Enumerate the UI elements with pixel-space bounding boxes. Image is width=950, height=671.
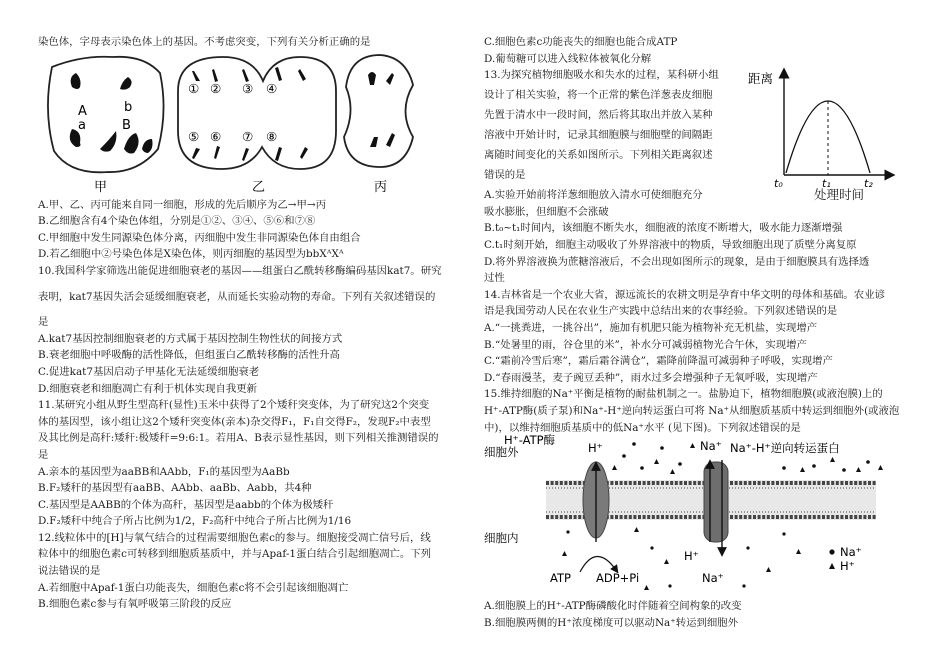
q12-option-c: C.细胞色素c功能丧失的细胞也能合成ATP [484, 36, 678, 48]
gene-b: b [124, 99, 133, 115]
legend-na-dot [829, 549, 834, 554]
cell-label-bing: 丙 [374, 179, 388, 195]
gene-B: B [122, 117, 131, 133]
adp-label: ADP+Pi [596, 571, 640, 586]
q11-stem-line: 11.某研究小组从野生型高秆(显性)玉米中获得了2个矮秆突变体，为了研究这2个突变 [38, 399, 430, 412]
q10-stem-line: 是 [38, 316, 49, 329]
membrane-transport-diagram [484, 433, 916, 598]
q9-option-c: C.甲细胞中发生同源染色体分离，丙细胞中发生非同源染色体自由组合 [38, 231, 361, 244]
q13-stem-line: 先置于清水中一段时间，然后将其取出并放入某种 [484, 109, 713, 122]
h-top-label: H⁺ [588, 441, 603, 456]
chromosome-6: ⑥ [210, 128, 222, 144]
bing-chromosomes [368, 72, 395, 147]
q11-stem-line: 是 [38, 448, 49, 461]
cell-yi-outline [178, 57, 336, 169]
na-top-label: Na⁺ [700, 439, 722, 454]
x-axis-label: 处理时间 [814, 187, 865, 203]
q9-option-b: B.乙细胞含有4个染色体组，分别是①②、③④、⑤⑥和⑦⑧ [38, 215, 316, 228]
na-bottom-label: Na⁺ [702, 571, 724, 586]
legend-h-triangle [829, 563, 835, 569]
atp-hydrolysis-arrow [580, 557, 616, 573]
q15-option-a: A.细胞膜上的H⁺-ATP酶磷酸化时伴随着空间构象的改变 [484, 600, 742, 613]
q11-option-d: D.F₂矮秆中纯合子所占比例为1/2，F₂高秆中纯合子所占比例为1/16 [38, 515, 352, 528]
cell-jia-outline [48, 56, 164, 172]
chromosome-1: ① [188, 80, 200, 96]
cell-label-jia: 甲 [94, 179, 108, 195]
q13-stem-line: 设计了相关实验，将一个正常的紫色洋葱表皮细胞 [484, 89, 713, 102]
q11-option-a: A.亲本的基因型为aaBB和AAbb，F₁的基因型为AaBb [38, 465, 290, 478]
q15-stem-line: 中)，以维持细胞质基质中的低Na⁺水平 (见下图)。下列叙述错误的是 [484, 421, 801, 434]
q10-option-b: B.衰老细胞中呼吸酶的活性降低，但组蛋白乙酰转移酶的活性升高 [38, 349, 340, 362]
q13-option-d: D.将外界溶液换为蔗糖溶液后，不会出现如图所示的现象，是由于细胞膜具有选择透 [484, 255, 870, 268]
tick-t0: t₀ [774, 177, 783, 191]
cell-bing-outline [344, 55, 413, 167]
q11-option-c: C.基因型是AABB的个体为高秆，基因型是aabb的个体为极矮秆 [38, 498, 334, 511]
q10-option-a: A.kat7基因控制细胞衰老的方式属于基因控制生物性状的间接方式 [38, 332, 343, 345]
q13-option-a: A.实验开始前将洋葱细胞放入清水可使细胞充分 [484, 189, 703, 202]
h-bottom-label: H⁺ [684, 549, 699, 564]
pump-label: H⁺-ATP酶 [504, 433, 556, 448]
q14-option-b: B.“处暑里的雨，谷仓里的米”，补水分可减弱植物光合午休，实现增产 [484, 338, 807, 351]
chromosome-5: ⑤ [188, 128, 200, 144]
tick-t1: t₁ [822, 177, 831, 191]
q12-option-a: A.若细胞中Apaf-1蛋白功能丧失，细胞色素c将不会引起该细胞凋亡 [38, 581, 349, 594]
inside-label: 细胞内 [484, 531, 519, 546]
outside-label: 细胞外 [484, 445, 519, 460]
gene-a: a [78, 117, 86, 133]
q14-stem-line: 14.吉林省是一个农业大省，源远流长的农耕文明是孕育中华文明的母体和基础。农业谚 [484, 288, 885, 301]
q13-stem-line: 离随时间变化的关系如图所示。下列相关距离叙述 [484, 149, 713, 162]
legend-na: Na⁺ [840, 545, 862, 560]
q13-option-b: B.t₀~t₁时间内，该细胞不断失水，细胞液的浓度不断增大，吸水能力逐渐增强 [484, 222, 843, 235]
q15-stem-line: 15.维持细胞的Na⁺平衡是植物的耐盐机制之一。盐胁迫下，植物细胞膜(或液泡膜)上的 [484, 388, 883, 401]
q13-stem-line: 错误的是 [484, 169, 526, 182]
q12-stem-line: 粒体中的细胞色素c可转移到细胞质基质中，并与Apaf-1蛋白结合引起细胞凋亡。下列 [38, 548, 432, 561]
q13-option-c: C.t₁时刻开始，细胞主动吸收了外界溶液中的物质，导致细胞出现了质壁分离复原 [484, 238, 857, 251]
gene-A: A [78, 103, 87, 119]
q14-option-d: D.“春雨漫茎，麦子豌豆丢种”，雨水过多会增强种子无氧呼吸，实现增产 [484, 371, 818, 384]
chromosome-4: ④ [266, 80, 278, 96]
q9-option-d: D.若乙细胞中②号染色体是X染色体，则丙细胞的基因型为bbXᴬXᴬ [38, 248, 344, 261]
q12-option-b: B.细胞色素c参与有氧呼吸第三阶段的反应 [38, 598, 232, 611]
q15-option-b: B.细胞膜两侧的H⁺浓度梯度可以驱动Na⁺转运到细胞外 [484, 616, 739, 629]
chromosome-3: ③ [242, 80, 254, 96]
q11-option-b: B.F₂矮秆的基因型有aaBB、AAbb、aaBb、Aabb，共4种 [38, 482, 312, 495]
q14-option-a: A.“一挑粪进，一挑谷出”，施加有机肥只能为植物补充无机盐，实现增产 [484, 321, 818, 334]
q13-option-d-cont: 过性 [484, 272, 505, 285]
q13-stem-line: 溶液中开始计时，记录其细胞膜与细胞壁的间隔距 [484, 129, 713, 142]
y-axis-label: 距离 [748, 71, 774, 87]
q14-stem-line: 语是我国劳动人民在农业生产实践中总结出来的农事经验。下列叙述错误的是 [484, 305, 838, 318]
q15-stem-line: H⁺-ATP酶(质子泵)和Na⁺-H⁺逆向转运蛋白可将 Na⁺从细胞质基质中转运到细胞外(或液泡 [484, 404, 900, 417]
distance-time-graph [748, 63, 916, 193]
q12-option-d: D.葡萄糖可以进入线粒体被氧化分解 [484, 52, 652, 65]
q9-option-a: A.甲、乙、丙可能来自同一细胞，形成的先后顺序为乙→甲→丙 [38, 198, 326, 211]
q14-option-c: C.“霜前冷雪后寒”，霜后霜谷满仓”，霜降前降温可减弱种子呼吸，实现增产 [484, 355, 833, 368]
q10-option-c: C.促进kat7基因启动子甲基化无法延缓细胞衰老 [38, 365, 260, 378]
q10-stem-line: 表明，kat7基因失活会延缓细胞衰老，从而延长实验动物的寿命。下列有关叙述错误的 [38, 290, 436, 303]
chromosome-8: ⑧ [266, 128, 278, 144]
q9-intro: 染色体，字母表示染色体上的基因。不考虑突变，下列有关分析正确的是 [38, 36, 371, 48]
q12-stem-line: 说法错误的是 [38, 565, 101, 578]
chromosome-2: ② [210, 80, 222, 96]
q10-option-d: D.细胞衰老和细胞凋亡有利于机体实现自我更新 [38, 382, 258, 395]
cell-division-diagram [38, 51, 458, 193]
q13-option-a-cont: 吸水膨胀，但细胞不会涨破 [484, 205, 609, 218]
q11-stem-line: 及其比例是高秆:矮秆:极矮秆=9:6:1。若用A、B表示显性基因，则下列相关推测错误的 [38, 432, 439, 445]
tick-t2: t₂ [864, 177, 873, 191]
q10-stem-line: 10.我国科学家筛选出能促进细胞衰老的基因——组蛋白乙酰转移酶编码基因kat7。研究 [38, 264, 442, 277]
q12-stem-line: 12.线粒体中的[H]与氧气结合的过程需要细胞色素c的参与。细胞接受凋亡信号后，线 [38, 531, 431, 544]
q9-cell-figure [38, 51, 468, 193]
chromosome-7: ⑦ [242, 128, 254, 144]
q13-stem-line: 13.为探究植物细胞吸水和失水的过程，某科研小组 [484, 69, 719, 82]
cell-label-yi: 乙 [252, 179, 266, 195]
atp-label: ATP [550, 571, 571, 586]
q15-membrane-figure [484, 433, 916, 598]
antiporter-protein [704, 462, 728, 542]
q11-stem-line: 体的基因型，该小组让这2个矮秆突变体(亲本)杂交得F₁，F₁自交得F₂，发现F₂中表型 [38, 415, 431, 428]
left-column [38, 34, 468, 613]
legend-h: H⁺ [840, 559, 855, 574]
right-column [484, 34, 916, 631]
antiporter-label: Na⁺-H⁺逆向转运蛋白 [730, 441, 840, 456]
